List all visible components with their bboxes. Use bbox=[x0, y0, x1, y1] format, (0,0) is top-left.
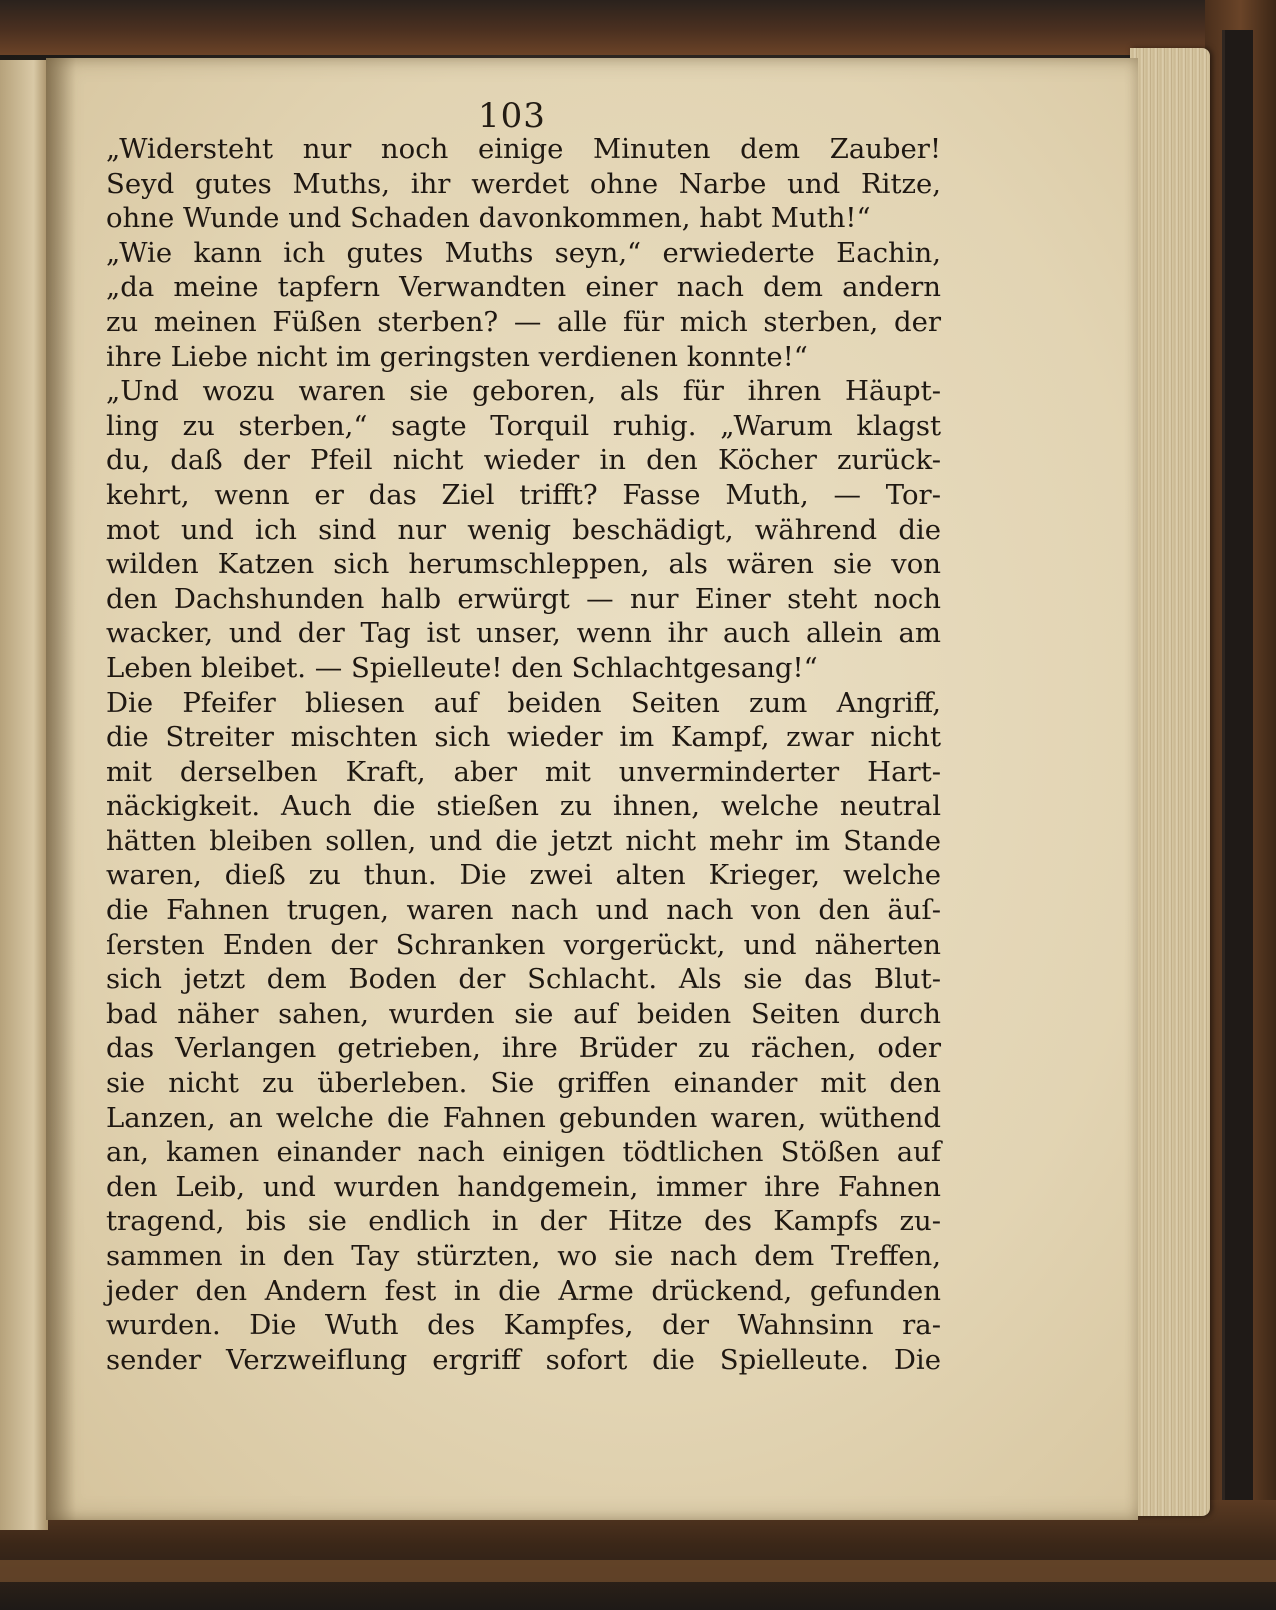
text-line: „Wie kann ich gutes Muths seyn,“ erwiederte Eachin, bbox=[106, 236, 941, 269]
cover-bottom-band bbox=[0, 1560, 1276, 1582]
text-line: das Verlangen getrieben, ihre Brüder zu rächen, oder bbox=[106, 1032, 941, 1065]
text-line: die Streiter mischten sich wieder im Kampf, zwar nicht bbox=[106, 721, 941, 754]
text-line: ſersten Enden der Schranken vorgerückt, und näherten bbox=[106, 928, 941, 961]
cover-right-inner bbox=[1222, 30, 1253, 1570]
text-line: wurden. Die Wuth des Kampfes, der Wahnsinn ra- bbox=[106, 1309, 941, 1342]
cover-top-edge bbox=[0, 0, 1276, 55]
text-line: „Und wozu waren sie geboren, als für ihren Häupt- bbox=[106, 375, 941, 408]
text-line: tragend, bis sie endlich in der Hitze des Kampfs zu- bbox=[106, 1205, 941, 1238]
text-line: wacker, und der Tag ist unser, wenn ihr auch allein am bbox=[106, 617, 941, 650]
text-line: Leben bleibet. — Spielleute! den Schlachtgesang!“ bbox=[106, 651, 818, 684]
text-line: du, daß der Pfeil nicht wieder in den Köcher zurück- bbox=[106, 444, 941, 477]
text-line: wilden Katzen sich herumschleppen, als wären sie von bbox=[106, 548, 941, 581]
text-line: bad näher sahen, wurden sie auf beiden Seiten durch bbox=[106, 997, 941, 1030]
page-text bbox=[106, 132, 941, 1377]
text-line: näckigkeit. Auch die stießen zu ihnen, welche neutral bbox=[106, 790, 941, 823]
text-line: ihre Liebe nicht im geringsten verdienen konnte!“ bbox=[106, 340, 808, 373]
text-line: „da meine tapfern Verwandten einer nach dem andern bbox=[106, 271, 941, 304]
text-line: hätten bleiben sollen, und die jetzt nicht mehr im Stande bbox=[106, 824, 941, 857]
text-line: an, kamen einander nach einigen tödtlichen Stößen auf bbox=[106, 1136, 941, 1169]
text-line: die Fahnen trugen, waren nach und nach von den äuſ- bbox=[106, 894, 941, 927]
text-line: Lanzen, an welche die Fahnen gebunden waren, wüthend bbox=[106, 1101, 941, 1134]
text-line: ling zu sterben,“ sagte Torquil ruhig. „Warum klagst bbox=[106, 409, 941, 442]
text-line: Seyd gutes Muths, ihr werdet ohne Narbe und Ritze, bbox=[106, 167, 941, 200]
text-line: zu meinen Füßen sterben? — alle für mich sterben, der bbox=[106, 305, 941, 338]
text-line: sender Verzweiflung ergriff sofort die Spielleute. Die bbox=[106, 1343, 941, 1376]
text-line: den Leib, und wurden handgemein, immer ihre Fahnen bbox=[106, 1170, 941, 1203]
text-line: sammen in den Tay stürzten, wo sie nach dem Treffen, bbox=[106, 1240, 941, 1272]
text-line: „Widersteht nur noch einige Minuten dem Zauber! bbox=[106, 133, 941, 165]
text-line: sie nicht zu überleben. Sie griffen einander mit den bbox=[106, 1067, 941, 1100]
text-line: den Dachshunden halb erwürgt — nur Einer steht noch bbox=[106, 582, 941, 615]
text-line: Die Pfeifer bliesen auf beiden Seiten zum Angriff, bbox=[106, 686, 941, 719]
text-line: mot und ich sind nur wenig beschädigt, während die bbox=[106, 513, 941, 546]
page-gutter-shadow bbox=[46, 58, 76, 1520]
text-line: waren, dieß zu thun. Die zwei alten Krieger, welche bbox=[106, 859, 941, 892]
text-line: ohne Wunde und Schaden davonkommen, habt Muth!“ bbox=[106, 202, 871, 235]
text-line: mit derselben Kraft, aber mit unverminderter Hart- bbox=[106, 755, 941, 788]
text-line: kehrt, wenn er das Ziel trifft? Fasse Muth, — Tor- bbox=[106, 478, 941, 511]
left-page-sliver bbox=[0, 60, 48, 1530]
text-line: jeder den Andern fest in die Arme drückend, gefunden bbox=[106, 1274, 941, 1307]
page-edges bbox=[1130, 48, 1210, 1516]
text-line: sich jetzt dem Boden der Schlacht. Als sie das Blut- bbox=[106, 963, 941, 996]
page-number: 103 bbox=[478, 96, 546, 136]
